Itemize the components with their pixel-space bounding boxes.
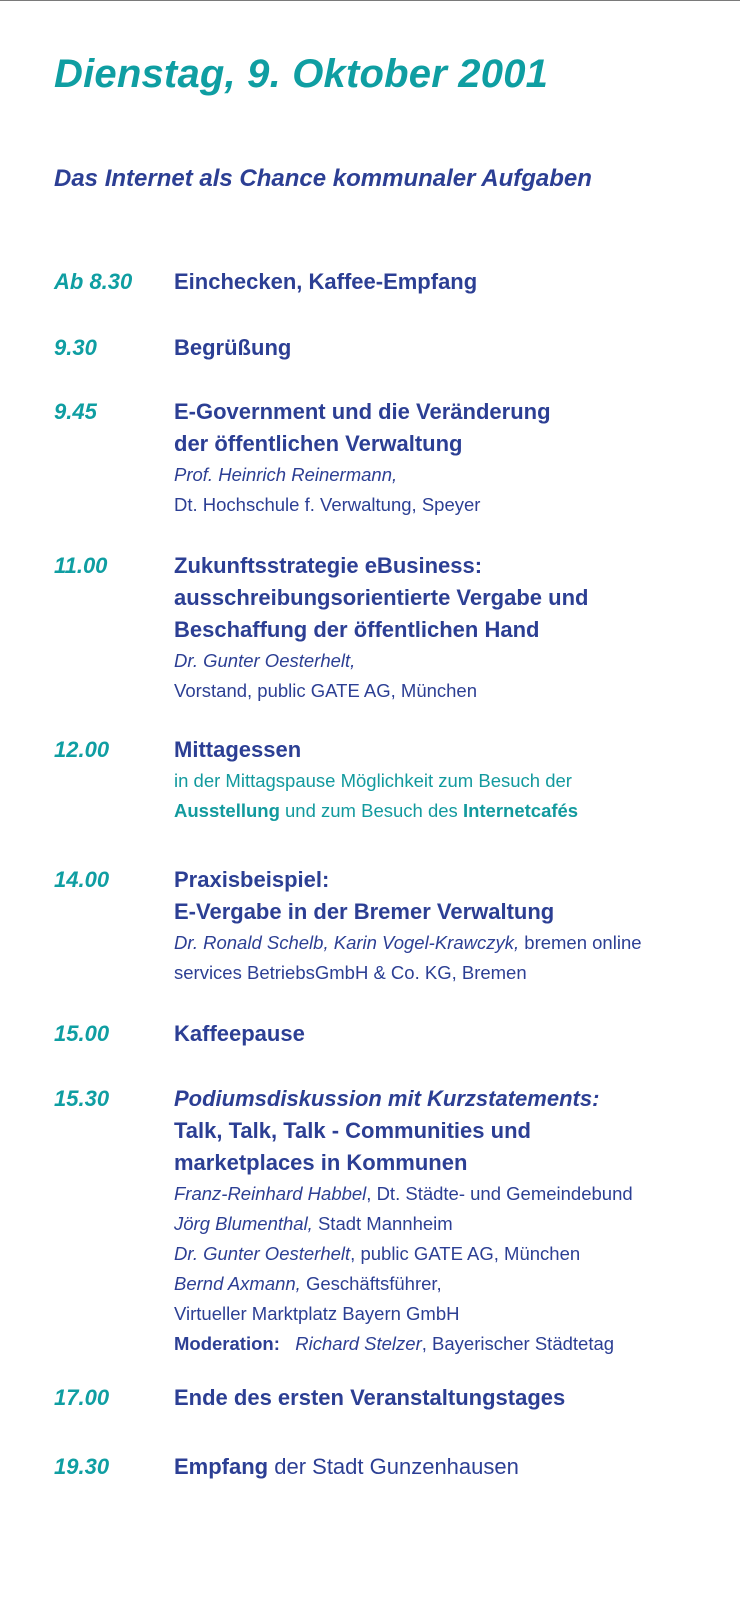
panelist-org: Geschäftsführer, [300, 1273, 442, 1294]
item-title-line-1: Talk, Talk, Talk - Communities und [174, 1118, 531, 1143]
item-format: Podiumsdiskussion mit Kurzstatements: [174, 1086, 600, 1111]
panelist-org: , Dt. Städte- und Gemeindebund [366, 1183, 633, 1204]
moderator-name: Richard Stelzer [295, 1333, 422, 1354]
time-label: 12.00 [54, 737, 110, 762]
note-exhibition: Ausstellung [174, 800, 280, 821]
panelist-name: Bernd Axmann, [174, 1273, 301, 1294]
time-label: 19.30 [54, 1454, 110, 1479]
item-content [174, 864, 734, 988]
item-title: Einchecken, Kaffee-Empfang [174, 269, 478, 294]
item-note-line-1: in der Mittagspause Möglichkeit zum Besuch der [174, 770, 572, 791]
item-content [174, 550, 734, 706]
item-content [174, 1083, 734, 1359]
moderator-org: , Bayerischer Städtetag [421, 1333, 615, 1354]
item-content [174, 266, 734, 298]
time-label: 15.30 [54, 1086, 110, 1111]
time-label: Ab 8.30 [54, 269, 133, 294]
note-internetcafe: Internetcafés [462, 800, 579, 821]
item-content [174, 1451, 734, 1483]
speaker-affiliation-part-1: bremen online [519, 932, 642, 953]
item-title: Begrüßung [174, 335, 292, 360]
item-content [174, 734, 734, 826]
item-title-line-1: E-Government und die Veränderung [174, 399, 551, 424]
speaker-name: Prof. Heinrich Reinermann, [174, 464, 398, 485]
panelist [174, 1179, 734, 1209]
item-title-line-2: der öffentlichen Verwaltung [174, 431, 463, 456]
panelist-org: Stadt Mannheim [312, 1213, 453, 1234]
speaker-name: Dr. Gunter Oesterhelt, [174, 650, 356, 671]
time-label: 15.00 [54, 1021, 110, 1046]
page-title: Dienstag, 9. Oktober 2001 [54, 52, 549, 96]
panelist [174, 1209, 734, 1239]
item-title: Ende des ersten Veranstaltungstages [174, 1385, 566, 1410]
item-content [174, 396, 734, 520]
item-title-line-2: ausschreibungsorientierte Vergabe und [174, 585, 589, 610]
moderation-line [174, 1329, 734, 1359]
item-note-line-2 [174, 796, 734, 826]
item-title-line-1: Praxisbeispiel: [174, 867, 330, 892]
item-content [174, 1382, 734, 1414]
item-title-line-3: Beschaffung der öffentlichen Hand [174, 617, 540, 642]
note-connector: und zum Besuch des [279, 800, 463, 821]
item-title: Empfang [174, 1454, 269, 1479]
panelist [174, 1269, 734, 1299]
speaker-names: Dr. Ronald Schelb, Karin Vogel-Krawczyk, [174, 932, 520, 953]
time-label: 9.45 [54, 399, 97, 424]
item-title-line-2: marketplaces in Kommunen [174, 1150, 468, 1175]
item-content [174, 332, 734, 364]
time-label: 14.00 [54, 867, 110, 892]
page-subtitle: Das Internet als Chance kommunaler Aufgaben [54, 165, 592, 192]
speaker-affiliation: Dt. Hochschule f. Verwaltung, Speyer [174, 494, 481, 515]
speaker-affiliation-part-2: services BetriebsGmbH & Co. KG, Bremen [174, 962, 527, 983]
speaker-line [174, 928, 734, 958]
panelist-name: Dr. Gunter Oesterhelt [174, 1243, 351, 1264]
moderation-label: Moderation: [174, 1333, 280, 1354]
item-title: Mittagessen [174, 737, 302, 762]
top-rule [0, 0, 740, 1]
time-label: 9.30 [54, 335, 97, 360]
item-title: Kaffeepause [174, 1021, 305, 1046]
time-label: 11.00 [54, 553, 108, 578]
panelist-name: Jörg Blumenthal, [174, 1213, 313, 1234]
item-title-line-1: Zukunftsstrategie eBusiness: [174, 553, 483, 578]
panelist-org-extra: Virtueller Marktplatz Bayern GmbH [174, 1303, 460, 1324]
time-label: 17.00 [54, 1385, 110, 1410]
item-title-line-2: E-Vergabe in der Bremer Verwaltung [174, 899, 555, 924]
item-title-rest: der Stadt Gunzenhausen [268, 1454, 519, 1479]
panelist [174, 1239, 734, 1269]
panelist-name: Franz-Reinhard Habbel [174, 1183, 367, 1204]
item-title-line [174, 1451, 734, 1483]
item-content [174, 1018, 734, 1050]
panelist-org: , public GATE AG, München [350, 1243, 581, 1264]
speaker-affiliation: Vorstand, public GATE AG, München [174, 680, 478, 701]
